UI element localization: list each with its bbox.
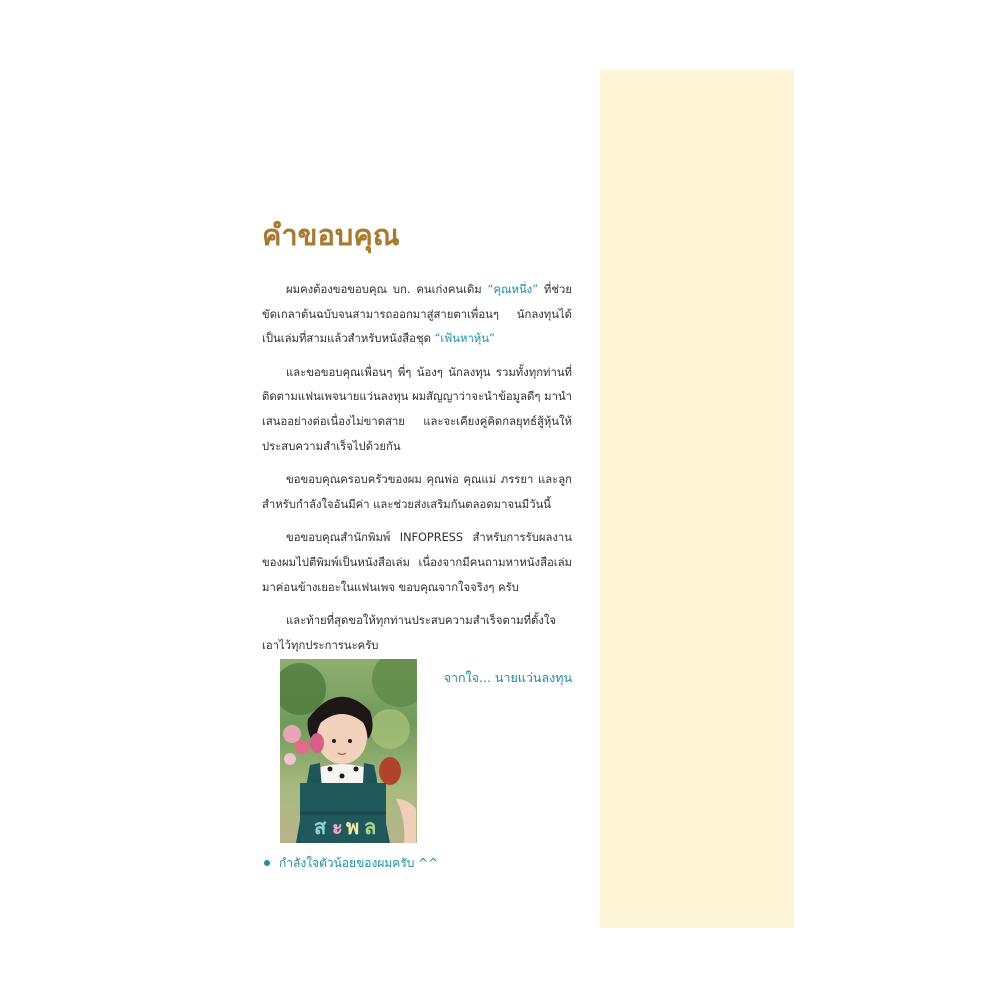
photo-caption bbox=[262, 853, 438, 873]
svg-text:พ: พ bbox=[346, 815, 360, 839]
paragraph-1 bbox=[262, 278, 572, 352]
signature: จากใจ... นายแว่นลงทุน bbox=[443, 670, 572, 686]
child-photo bbox=[280, 659, 417, 843]
paragraph-1-text-b: ที่ช่วยขัดเกลาต้นฉบับจนสามารถออกมาสู่สายตาเพื่อนๆ นักลงทุนได้เป็นเล่มที่สามแล้วสำหรับหนังสือชุด bbox=[262, 283, 573, 346]
svg-text:ล: ล bbox=[364, 815, 377, 839]
page-title: คำขอบคุณ bbox=[262, 218, 400, 252]
acknowledgement-section bbox=[262, 218, 572, 689]
highlight-book-series: “เฟ้นหาหุ้น” bbox=[434, 332, 495, 346]
paragraph-2: และขอขอบคุณเพื่อนๆ พี่ๆ น้องๆ นักลงทุน รวมทั้งทุกท่านที่ติดตามแฟนเพจนายแว่นลงทุน ผมสัญญาว่าจะนำข้อมูลดีๆ มานำเสนออย่างต่อเนื่องไม่ขาดสาย และจะเคียงคู่คิดกลยุทธ์สู้หุ้นให้ประสบความสำเร็จไปด้วยกัน bbox=[262, 365, 572, 453]
caption-text: กำลังใจตัวน้อยของผมครับ ^^ bbox=[279, 856, 439, 870]
svg-text:ส: ส bbox=[314, 815, 327, 839]
paragraph-1-text-a: ผมคงต้องขอขอบคุณ บก. คนเก่งคนเดิม bbox=[286, 283, 488, 296]
bullet-icon bbox=[264, 860, 270, 866]
highlight-editor-name: “คุณหนึ่ง” bbox=[487, 283, 539, 296]
paragraph-4: ขอขอบคุณสำนักพิมพ์ INFOPRESS สำหรับการรับผลงานของผมไปตีพิมพ์เป็นหนังสือเล่ม เนื่องจากมีคนถามหาหนังสือเล่มมาค่อนข้างเยอะในแฟนเพจ ขอบคุณจากใจจริงๆ ครับ bbox=[262, 531, 572, 594]
side-color-band bbox=[600, 70, 794, 928]
paragraph-3: ขอขอบคุณครอบครัวของผม คุณพ่อ คุณแม่ ภรรยา และลูก สำหรับกำลังใจอันมีค่า และช่วยส่งเสริมกันตลอดมาจนมีวันนี้ bbox=[262, 473, 572, 511]
paragraph-5: และท้ายที่สุดขอให้ทุกท่านประสบความสำเร็จตามที่ตั้งใจเอาไว้ทุกประการนะครับ bbox=[262, 614, 557, 652]
svg-text:ะ: ะ bbox=[332, 815, 343, 839]
child-photo-image bbox=[280, 659, 417, 843]
